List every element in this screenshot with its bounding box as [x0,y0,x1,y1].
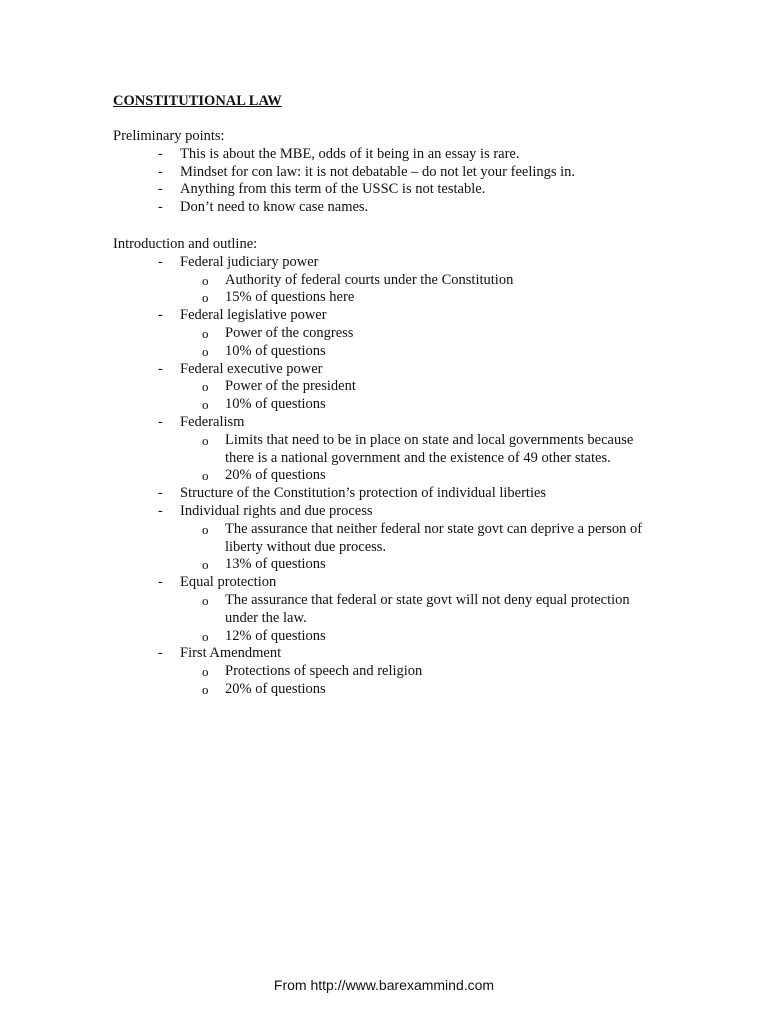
dash-bullet: - [158,307,163,324]
dash-bullet: - [158,253,163,270]
list-item [113,146,713,164]
circle-bullet: o [202,343,209,359]
outline-item-label: Federalism [180,413,245,430]
outline-sublist [180,521,713,574]
outline-subitem-text: Limits that need to be in place on state and local governments because there is a national government and the existence of 49 other states. [225,431,634,466]
dash-bullet: - [158,485,163,502]
list-item [113,181,713,199]
outline-item [113,414,713,485]
outline-subitem [180,378,655,396]
list-item [113,164,713,182]
circle-bullet: o [202,664,209,680]
outline-item [113,361,713,414]
outline-subitem-text: Power of the congress [225,324,354,341]
outline-subitem [180,272,655,290]
outline-subitem [180,628,655,646]
outline-sublist [180,272,713,308]
dash-bullet: - [158,145,163,162]
outline-subitem [180,521,655,557]
outline-subitem-text: The assurance that federal or state govt will not deny equal protection under the law. [225,591,630,626]
circle-bullet: o [202,397,209,413]
outline-subitem [180,325,655,343]
outline-subitem [180,663,655,681]
outline-item [113,645,713,698]
circle-bullet: o [202,521,209,537]
list-item-text: This is about the MBE, odds of it being in an essay is rare. [180,145,520,162]
outline-subitem-text: 13% of questions [225,556,326,573]
circle-bullet: o [202,290,209,306]
outline-subitem-text: Power of the president [225,378,356,395]
outline-subitem-text: 10% of questions [225,342,326,359]
list-item-text: Mindset for con law: it is not debatable – do not let your feelings in. [180,163,576,180]
outline-sublist [180,663,713,699]
circle-bullet: o [202,325,209,341]
outline-subitem-text: 20% of questions [225,680,326,697]
outline-list [113,254,713,699]
outline-subitem [180,343,655,361]
outline-subitem-text: The assurance that neither federal nor state govt can deprive a person of liberty without due process. [225,520,643,555]
outline-subitem-text: 15% of questions here [225,289,355,306]
outline-subitem [180,396,655,414]
dash-bullet: - [158,413,163,430]
circle-bullet: o [202,681,209,697]
outline-item [113,574,713,645]
dash-bullet: - [158,360,163,377]
outline-subitem-text: 20% of questions [225,467,326,484]
outline-subitem [180,467,655,485]
dash-bullet: - [158,574,163,591]
outline-item [113,307,713,360]
outline-item [113,503,713,574]
outline-subitem-text: 10% of questions [225,396,326,413]
outline-item-label: Equal protection [180,574,277,591]
preliminary-section [113,128,713,217]
dash-bullet: - [158,645,163,662]
outline-item-label: First Amendment [180,645,282,662]
dash-bullet: - [158,502,163,519]
outline-subitem [180,432,655,468]
outline-sublist [180,325,713,361]
circle-bullet: o [202,468,209,484]
footer-source: From http://www.barexammind.com [273,977,495,993]
preliminary-heading: Preliminary points: [113,128,225,144]
outline-subitem-text: Protections of speech and religion [225,663,423,680]
preliminary-list [113,146,713,217]
outline-heading: Introduction and outline: [113,236,258,252]
outline-item [113,485,713,503]
outline-item-label: Structure of the Constitution’s protection of individual liberties [180,485,547,502]
circle-bullet: o [202,592,209,608]
circle-bullet: o [202,628,209,644]
document-title: CONSTITUTIONAL LAW [113,93,282,109]
outline-item-label: Federal executive power [180,360,323,377]
dash-bullet: - [158,181,163,198]
dash-bullet: - [158,199,163,216]
outline-item-label: Federal judiciary power [180,253,319,270]
circle-bullet: o [202,379,209,395]
outline-subitem [180,592,655,628]
outline-sublist [180,592,713,645]
outline-item-label: Federal legislative power [180,307,327,324]
list-item [113,199,713,217]
outline-subitem [180,556,655,574]
outline-section [113,236,713,699]
list-item-text: Anything from this term of the USSC is not testable. [180,181,486,198]
circle-bullet: o [202,432,209,448]
outline-sublist [180,432,713,485]
dash-bullet: - [158,163,163,180]
outline-subitem-text: 12% of questions [225,627,326,644]
circle-bullet: o [202,272,209,288]
outline-subitem [180,289,655,307]
outline-subitem [180,681,655,699]
outline-sublist [180,378,713,414]
outline-item [113,254,713,307]
list-item-text: Don’t need to know case names. [180,199,369,216]
outline-item-label: Individual rights and due process [180,502,373,519]
circle-bullet: o [202,557,209,573]
outline-subitem-text: Authority of federal courts under the Constitution [225,271,514,288]
